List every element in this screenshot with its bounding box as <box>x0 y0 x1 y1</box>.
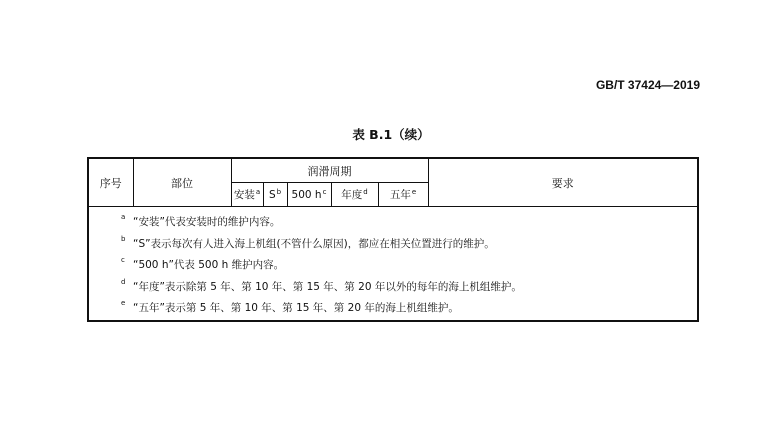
cycle-col-install: 安装$^a$ <box>231 183 263 207</box>
note-text: “五年”表示第 5 年、第 10 年、第 15 年、第 20 年的海上机组维护。 <box>133 302 459 314</box>
col-requirement-header: 要求 <box>428 158 698 207</box>
note-marker: e <box>121 299 126 307</box>
note-marker: c <box>121 256 125 264</box>
cycle-col-five-year: 五年$^e$ <box>378 183 428 207</box>
note-text: “安装”代表安装时的维护内容。 <box>133 216 281 228</box>
table-title: 表 B.1（续） <box>352 127 430 142</box>
notes-row <box>88 207 698 321</box>
note-marker: a <box>121 213 126 221</box>
standard-code: GB/T 37424—2019 <box>595 78 700 92</box>
col-seq-header: 序号 <box>88 158 133 207</box>
note-a <box>89 212 697 234</box>
note-c <box>89 255 697 277</box>
note-d <box>89 277 697 299</box>
lubrication-table <box>87 157 699 322</box>
note-text: “S”表示每次有人进入海上机组(不管什么原因)，都应在相关位置进行的维护。 <box>133 237 495 250</box>
cycle-col-500h: 500 $h^c$ <box>287 183 331 207</box>
note-marker: d <box>121 277 126 286</box>
note-text: “500 h”代表 500 h 维护内容。 <box>133 259 285 271</box>
note-marker: b <box>121 234 126 243</box>
table-notes <box>88 207 698 321</box>
col-part-header: 部位 <box>133 158 231 207</box>
header-row-1 <box>88 158 698 183</box>
note-text: “年度”表示除第 5 年、第 10 年、第 15 年、第 20 年以外的每年的海上机组维护。 <box>133 280 522 293</box>
cycle-col-s: $S^b$ <box>263 183 287 207</box>
col-lubrication-cycle-header: 润滑周期 <box>231 158 428 183</box>
note-b <box>89 234 697 256</box>
note-e <box>89 298 697 320</box>
cycle-col-annual: 年度$^d$ <box>331 183 378 207</box>
